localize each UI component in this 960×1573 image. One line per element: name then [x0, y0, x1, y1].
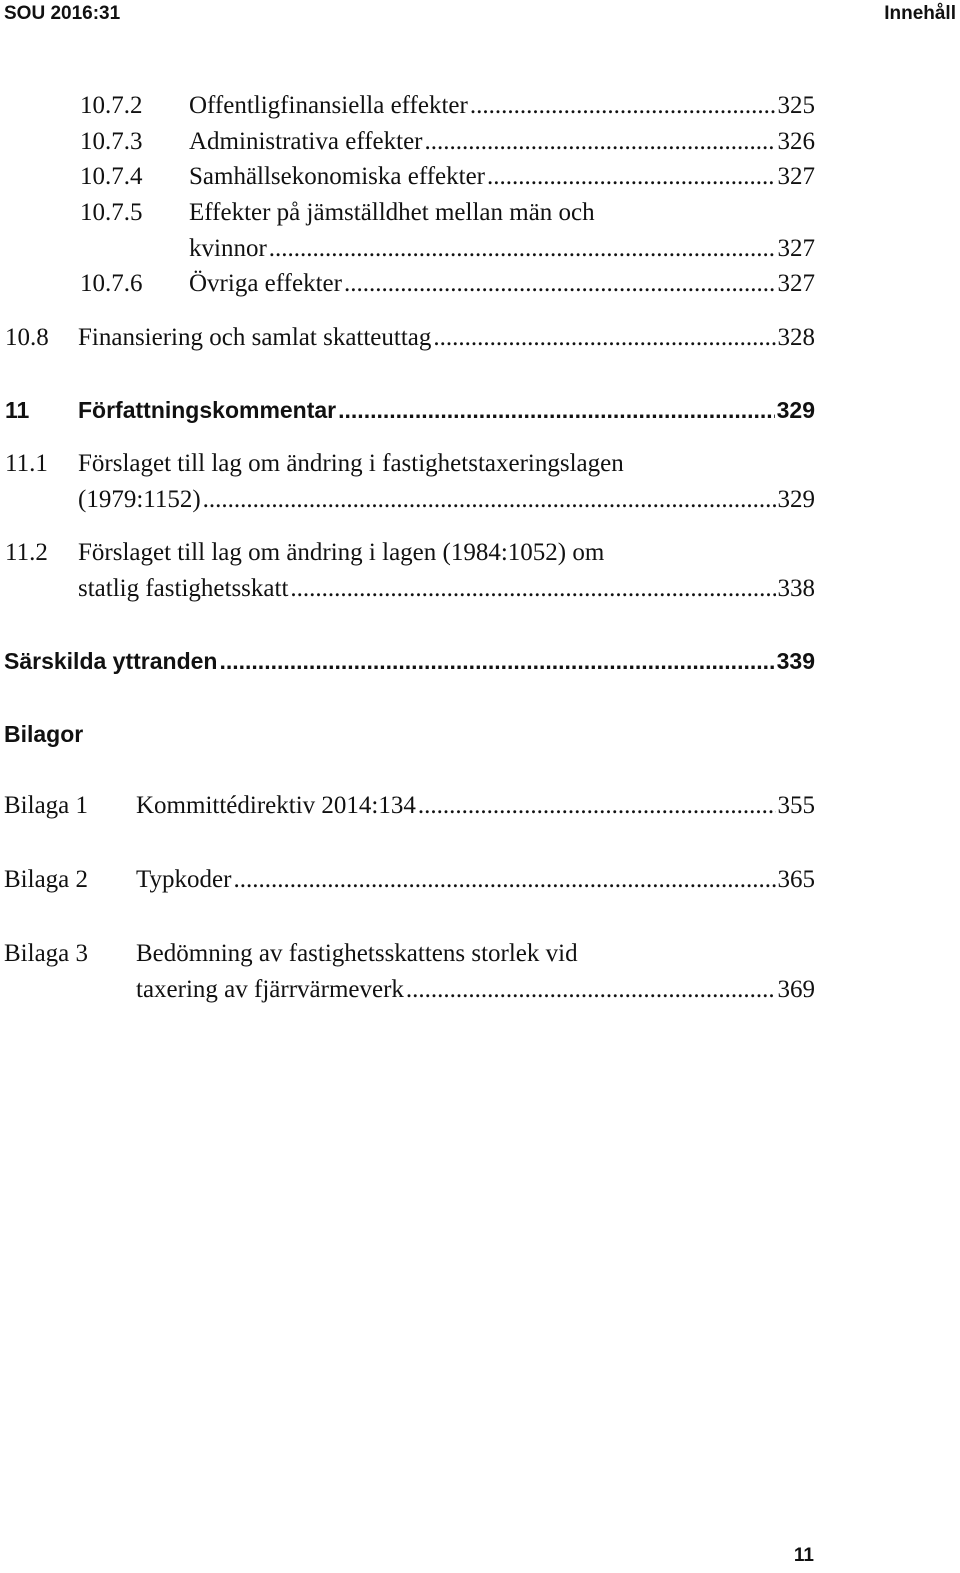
toc-entry-title-continued: (1979:1152) [78, 486, 201, 513]
dot-leader [201, 482, 776, 518]
toc-entry-number: 11.1 [5, 450, 48, 477]
toc-entry-title: Offentligfinansiella effekter [189, 92, 468, 119]
toc-entry-number: 10.7.4 [80, 163, 143, 190]
toc-chapter-number: 11 [5, 397, 30, 423]
dot-leader [336, 392, 774, 428]
dot-leader [431, 320, 775, 356]
toc-appendix-page: 369 [777, 976, 815, 1003]
toc-entry-page: 328 [777, 324, 815, 351]
toc-entry-title: Samhällsekonomiska effekter [189, 163, 485, 190]
toc-appendix-title: Kommittédirektiv 2014:134 [136, 792, 416, 819]
toc-entry-number: 10.7.3 [80, 128, 143, 155]
toc-appendix-title-continued: taxering av fjärrvärmeverk [136, 976, 404, 1003]
toc-appendix-number: Bilaga 1 [4, 792, 89, 819]
toc-entry-title: Förslaget till lag om ändring i lagen (1984:1052) om [78, 539, 605, 566]
toc-entry-title-continued: statlig fastighetsskatt [78, 575, 289, 602]
running-head-right: Innehåll [884, 3, 956, 24]
toc-appendix-title: Bedömning av fastighetsskattens storlek vid [136, 940, 578, 967]
toc-appendix-title: Typkoder [136, 866, 232, 893]
toc-entry-number: 10.8 [5, 324, 49, 351]
toc-entry-page: 325 [777, 92, 815, 119]
toc-appendix-page: 355 [777, 792, 815, 819]
toc-entry-page: 326 [777, 128, 815, 155]
toc-entry-page: 329 [777, 486, 815, 513]
toc-chapter-page: 339 [776, 648, 815, 674]
toc-entry-page: 327 [777, 235, 815, 262]
toc-entry-page: 327 [777, 163, 815, 190]
dot-leader [416, 788, 776, 824]
dot-leader [468, 88, 776, 124]
dot-leader [404, 972, 776, 1008]
dot-leader [267, 231, 776, 267]
toc-entry-number: 10.7.6 [80, 270, 143, 297]
appendices-heading: Bilagor [4, 721, 84, 747]
dot-leader [422, 124, 775, 160]
toc-entry-page: 338 [777, 575, 815, 602]
toc-entry-title: Finansiering och samlat skatteuttag [78, 324, 432, 351]
page-number: 11 [793, 1545, 814, 1566]
toc-entry-title: Förslaget till lag om ändring i fastighetstaxeringslagen [78, 450, 624, 477]
dot-leader [342, 266, 776, 302]
toc-entry-title-continued: kvinnor [189, 235, 267, 262]
toc-entry-number: 10.7.5 [80, 199, 143, 226]
toc-entry-number: 10.7.2 [80, 92, 143, 119]
dot-leader [231, 862, 775, 898]
toc-appendix-page: 365 [777, 866, 815, 893]
toc-entry-page: 327 [777, 270, 815, 297]
toc-entry-title: Effekter på jämställdhet mellan män och [189, 199, 595, 226]
dot-leader [288, 571, 775, 607]
toc-entry-number: 11.2 [5, 539, 48, 566]
toc-appendix-number: Bilaga 2 [4, 866, 89, 893]
toc-chapter-page: 329 [776, 397, 815, 423]
toc-entry-title: Administrativa effekter [189, 128, 423, 155]
dot-leader [217, 643, 774, 679]
dot-leader [485, 159, 776, 195]
toc-appendix-number: Bilaga 3 [4, 940, 89, 967]
toc-chapter-title: Författningskommentar [78, 397, 337, 423]
running-head-left: SOU 2016:31 [4, 3, 121, 24]
toc-chapter-title: Särskilda yttranden [4, 648, 218, 674]
toc-entry-title: Övriga effekter [189, 270, 342, 297]
